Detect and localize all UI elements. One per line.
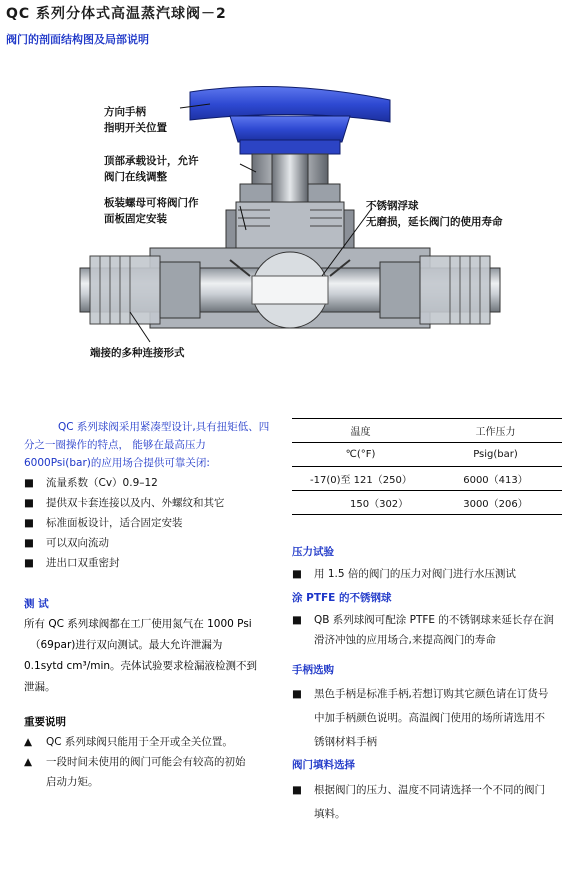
page-title: QC 系列分体式高温蒸汽球阀－2 <box>6 6 227 22</box>
handle-selection-heading: 手柄选购 <box>292 664 334 676</box>
table-header-cell: 温度 <box>292 419 429 443</box>
table-cell: ℃(°F) <box>292 443 429 467</box>
packing-line1: ■ 根据阀门的压力、温度不同请选择一个不同的阀门 <box>292 784 545 796</box>
list-item: ■ 标准面板设计，适合固定安装 <box>24 517 183 529</box>
table-cell: 150（302） <box>292 491 429 515</box>
test-line4: 泄漏。 <box>24 681 56 693</box>
table-header-cell: 工作压力 <box>429 419 562 443</box>
list-item: ■ 可以双向流动 <box>24 537 109 549</box>
handle-line1: ■ 黑色手柄是标准手柄,若想订购其它颜色请在订货号 <box>292 688 549 700</box>
list-item: ■ 流量系数（Cv）0.9–12 <box>24 477 158 489</box>
table-cell: -17(0)至 121（250） <box>292 467 429 491</box>
callout-panel-line1: 板装螺母可将阀门作 <box>104 197 199 209</box>
note-item-2-cont: 启动力矩。 <box>46 776 99 788</box>
table-cell: 3000（206） <box>429 491 562 515</box>
callout-ball-line2: 无磨损，延长阀门的使用寿命 <box>366 216 503 228</box>
spec-table <box>292 418 562 515</box>
intro-line2: 分之一圈操作的特点， 能够在最高压力 <box>24 439 206 451</box>
test-line3: 0.1sytd cm³/min。壳体试验要求检漏液检测不到 <box>24 660 258 672</box>
callout-ends: 端接的多种连接形式 <box>90 347 185 359</box>
packing-line2: 填料。 <box>314 808 346 820</box>
test-line1: 所有 QC 系列球阀都在工厂使用氮气在 1000 Psi <box>24 618 252 630</box>
test-line2: （69par)进行双向测试。最大允许泄漏为 <box>30 639 223 651</box>
note-item-1: ▲ QC 系列球阀只能用于全开或全关位置。 <box>24 736 233 748</box>
callout-ball-line1: 不锈钢浮球 <box>366 200 419 212</box>
handle-line3: 锈钢材料手柄 <box>314 736 377 748</box>
pressure-test-item: ■ 用 1.5 倍的阀门的压力对阀门进行水压测试 <box>292 568 516 580</box>
table-cell: 6000（413） <box>429 467 562 491</box>
ptfe-line1: ■ QB 系列球阀可配涂 PTFE 的不锈钢球来延长存在润 <box>292 614 554 626</box>
callout-top-line2: 阀门在线调整 <box>104 171 167 183</box>
table-row <box>292 443 562 467</box>
callout-handle-line1: 方向手柄 <box>104 106 146 118</box>
callout-handle-line2: 指明开关位置 <box>104 122 167 134</box>
table-row <box>292 491 562 515</box>
packing-heading: 阀门填料选择 <box>292 759 355 771</box>
section-subtitle: 阀门的剖面结构图及局部说明 <box>6 33 149 46</box>
intro-line3: 6000Psi(bar)的应用场合提供可靠关闭: <box>24 457 210 469</box>
handle-line2: 中加手柄颜色说明。高温阀门使用的场所请选用不 <box>314 712 545 724</box>
pressure-test-heading: 压力试验 <box>292 546 334 558</box>
list-item: ■ 提供双卡套连接以及内、外螺纹和其它 <box>24 497 225 509</box>
feature-list <box>24 473 225 573</box>
note-item-2: ▲ 一段时间未使用的阀门可能会有较高的初始 <box>24 756 246 768</box>
ptfe-heading: 涂 PTFE 的不锈钢球 <box>292 592 392 604</box>
callout-top-line1: 顶部承载设计，允许 <box>104 155 199 167</box>
table-row <box>292 467 562 491</box>
intro-line1: QC 系列球阀采用紧凑型设计,具有扭矩低、四 <box>58 421 270 433</box>
callout-panel-line2: 面板固定安装 <box>104 213 167 225</box>
ptfe-line2: 滑济冲蚀的应用场合,来提高阀门的寿命 <box>314 634 496 646</box>
table-cell: Psig(bar) <box>429 443 562 467</box>
notes-heading: 重要说明 <box>24 716 66 728</box>
test-heading: 测 试 <box>24 598 49 610</box>
table-header-row <box>292 419 562 443</box>
list-item: ■ 进出口双重密封 <box>24 557 120 569</box>
